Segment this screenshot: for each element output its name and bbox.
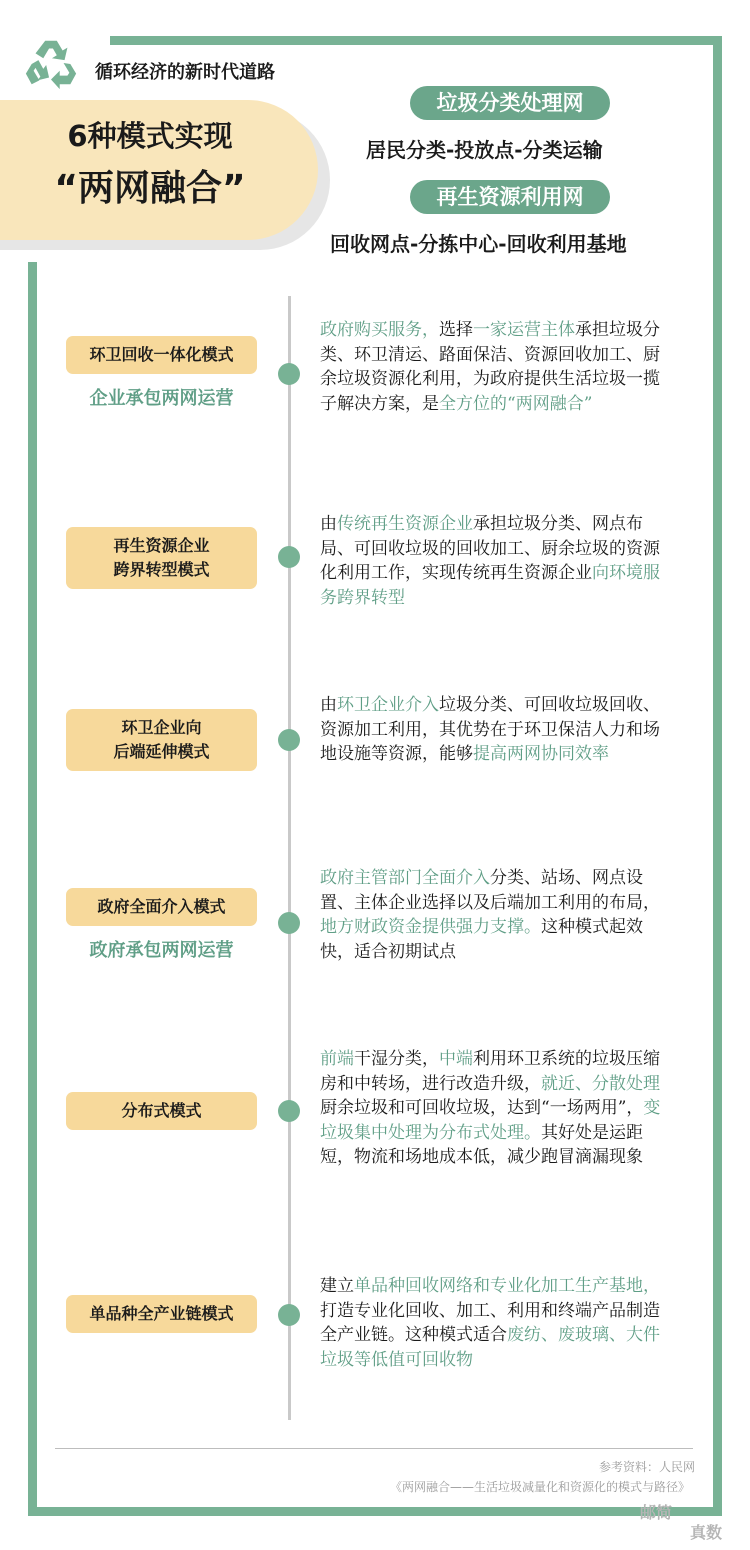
source-reference-title: 《两网融合——生活垃圾减量化和资源化的模式与路径》: [389, 1480, 690, 1494]
mode-label: 政府全面介入模式: [66, 888, 257, 926]
mode-label: [66, 709, 257, 771]
frame-left-border: [28, 262, 37, 1516]
network2-name-pill: 再生资源利用网: [410, 180, 610, 214]
highlight-text: 变垃圾集中处理为分布式处理。: [320, 1098, 661, 1143]
page-title-line1: 6种模式实现: [67, 119, 233, 153]
mode-label: 单品种全产业链模式: [66, 1295, 257, 1333]
network2-description: 回收网点-分拣中心-回收利用基地: [330, 232, 627, 256]
network1-description: 居民分类-投放点-分类运输: [366, 138, 603, 162]
mode-label-line: 再生资源企业: [113, 536, 210, 555]
timeline-dot: [278, 729, 300, 751]
body-text: 这种模式起效快，适合初期试点: [320, 917, 643, 962]
mode-label: 环卫回收一体化模式: [66, 336, 257, 374]
mode-label: [66, 527, 257, 589]
highlight-text: 单品种回收网络和专业化加工生产基地，: [354, 1276, 660, 1296]
timeline-dot: [278, 912, 300, 934]
frame-bottom-border: [28, 1507, 722, 1516]
body-text: 垃圾分类、可回收垃圾回收、资源加工利用，其优势在于环卫保洁人力和场地设施等资源，能够: [320, 695, 660, 764]
mode-description: [320, 318, 672, 416]
frame-top-border: [110, 36, 722, 45]
mode-sublabel: 政府承包两网运营: [89, 940, 234, 961]
highlight-text: 一家运营主体: [473, 320, 575, 340]
mode-description: [320, 1274, 672, 1372]
highlight-text: 前端: [320, 1049, 354, 1069]
frame-right-border: [713, 36, 722, 1516]
source-reference: 参考资料：人民网: [598, 1460, 695, 1474]
timeline-line: [288, 296, 291, 1420]
timeline-dot: [278, 546, 300, 568]
body-text: 建立: [320, 1276, 354, 1296]
timeline-dot: [278, 1304, 300, 1326]
timeline-dot: [278, 363, 300, 385]
body-text: 打造专业化回收、加工、利用和终端产品制造全产业链。这种模式适合: [320, 1300, 660, 1345]
watermark-text: 真数: [690, 1523, 723, 1542]
body-text: 由: [320, 514, 337, 534]
mode-description: [320, 512, 672, 610]
body-text: 厨余垃圾和可回收垃圾，达到“一场两用”，: [320, 1098, 644, 1118]
highlight-text: 政府购买服务，: [320, 320, 439, 340]
body-text: 其好处是运距短，物流和场地成本低，减少跑冒滴漏现象: [320, 1122, 643, 1167]
series-title: 循环经济的新时代道路: [95, 62, 275, 83]
watermark-text: 邮简: [640, 1503, 673, 1522]
body-text: 干湿分类，: [354, 1049, 439, 1069]
footer-divider: [55, 1448, 693, 1449]
mode-label: 分布式模式: [66, 1092, 257, 1130]
highlight-text: 中端: [439, 1049, 473, 1069]
network1-name-pill: 垃圾分类处理网: [410, 86, 610, 120]
highlight-text: 传统再生资源企业: [337, 514, 473, 534]
highlight-text: 全方位的“两网融合”: [439, 393, 593, 414]
body-text: 承担垃圾分类、环卫清运、路面保洁、资源回收加工、厨余垃圾资源化利用，为政府提供生活垃圾一揽子解决方案，是: [320, 320, 660, 414]
recycle-icon: [22, 35, 80, 93]
body-text: 承担垃圾分类、网点布局、可回收垃圾的回收加工、厨余垃圾的资源化利用工作，实现传统再生资源企业: [320, 514, 660, 583]
body-text: 分类、站场、网点设置、主体企业选择以及后端加工利用的布局，: [320, 868, 660, 913]
highlight-text: 废纺、废玻璃、大件垃圾等低值可回收物: [320, 1325, 660, 1370]
highlight-text: 就近、分散处理: [541, 1073, 660, 1094]
highlight-text: 地方财政资金提供强力支撑。: [320, 917, 541, 937]
body-text: 由: [320, 695, 337, 715]
mode-label-line: 跨界转型模式: [113, 560, 210, 579]
mode-description: [320, 693, 672, 767]
highlight-text: 政府主管部门全面介入: [320, 868, 490, 888]
mode-description: [320, 866, 672, 964]
highlight-text: 环卫企业介入: [337, 695, 439, 715]
body-text: 选择: [439, 320, 473, 340]
mode-label-line: 后端延伸模式: [113, 742, 210, 761]
page-title-line2: “两网融合”: [54, 168, 246, 209]
timeline-dot: [278, 1100, 300, 1122]
mode-label-line: 环卫企业向: [121, 718, 202, 737]
body-text: 利用环卫系统的垃圾压缩房和中转场，进行改造升级，: [320, 1049, 660, 1094]
mode-description: [320, 1047, 672, 1170]
highlight-text: 提高两网协同效率: [473, 744, 609, 764]
mode-sublabel: 企业承包两网运营: [89, 388, 234, 409]
highlight-text: 向环境服务跨界转型: [320, 563, 660, 608]
